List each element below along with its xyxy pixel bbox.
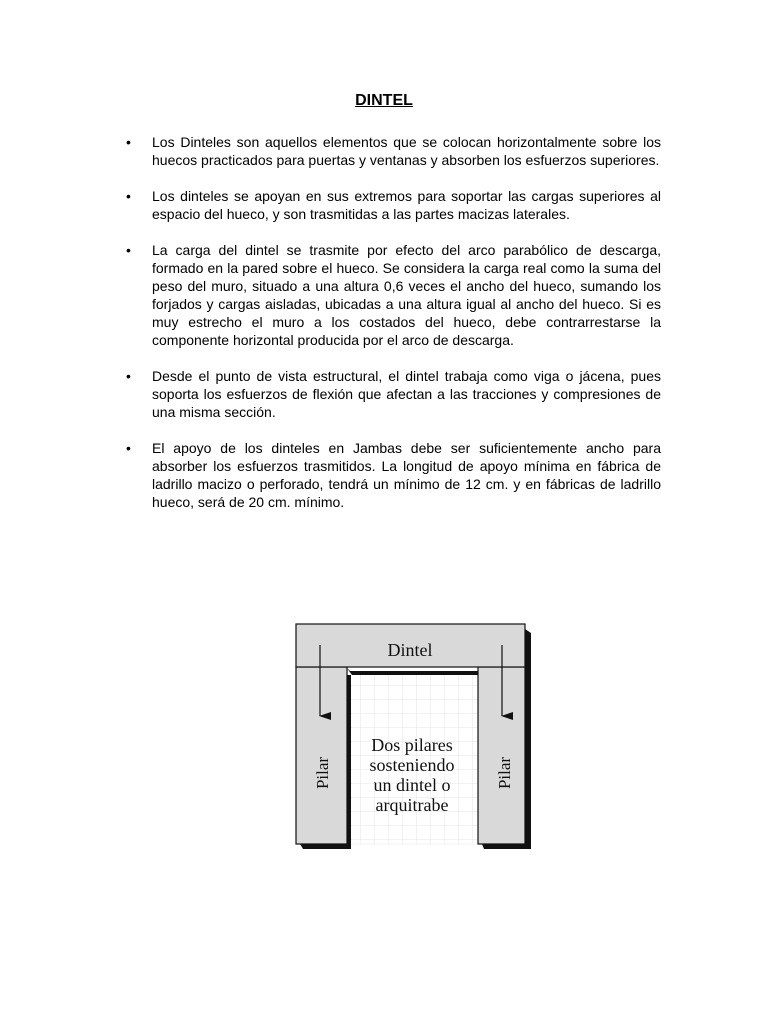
bullet-item	[126, 187, 661, 223]
bullet-text: Desde el punto de vista estructural, el dintel trabaja como viga o jácena, pues soporta los esfuerzos de flexión que afectan a las tracciones y compresiones de una misma sección.	[152, 368, 661, 420]
bullet-item	[126, 439, 661, 511]
caption-line-4: arquitrabe	[375, 795, 449, 815]
bullet-dot-icon: •	[126, 242, 131, 258]
right-pillar-label: Pilar	[495, 756, 514, 790]
bullet-dot-icon: •	[126, 440, 131, 456]
bullet-dot-icon: •	[126, 134, 131, 150]
lintel-diagram	[290, 615, 540, 855]
lintel-label: Dintel	[387, 640, 433, 660]
caption-line-1: Dos pilares	[371, 735, 453, 755]
caption-line-2: sosteniendo	[369, 755, 455, 775]
bullet-text: Los Dinteles son aquellos elementos que se colocan horizontalmente sobre los huecos practicados para puertas y ventanas y absorben los esfuerzos superiores.	[152, 134, 661, 168]
bullet-text: El apoyo de los dinteles en Jambas debe ser suficientemente ancho para absorber los esfuerzos trasmitidos. La longitud de apoyo mínima en fábrica de ladrillo macizo o perforado, tendrá un mínimo de 12 cm. y en fábricas de ladrillo hueco, será de 20 cm. mínimo.	[152, 440, 661, 510]
bullet-item	[126, 367, 661, 421]
bullet-list	[126, 133, 661, 529]
lintel-diagram-svg	[290, 615, 540, 855]
page-title: DINTEL	[355, 92, 413, 109]
bullet-item	[126, 133, 661, 169]
caption-line-3: un dintel o	[373, 775, 451, 795]
bullet-text: La carga del dintel se trasmite por efecto del arco parabólico de descarga, formado en la pared sobre el hueco. Se considera la carga real como la suma del peso del muro, situado a una altura 0,6 veces el ancho del hueco, sumando los forjados y cargas aisladas, ubicadas a una altura igual al ancho del hueco. Si es muy estrecho el muro a los costados del hueco, debe contrarrestarse la componente horizontal producida por el arco de descarga.	[152, 242, 661, 348]
left-pillar-label: Pilar	[313, 756, 332, 790]
bullet-item	[126, 241, 661, 349]
bullet-dot-icon: •	[126, 188, 131, 204]
bullet-text: Los dinteles se apoyan en sus extremos para soportar las cargas superiores al espacio del hueco, y son trasmitidas a las partes macizas laterales.	[152, 188, 661, 222]
left-pillar	[296, 667, 347, 844]
bullet-dot-icon: •	[126, 368, 131, 384]
